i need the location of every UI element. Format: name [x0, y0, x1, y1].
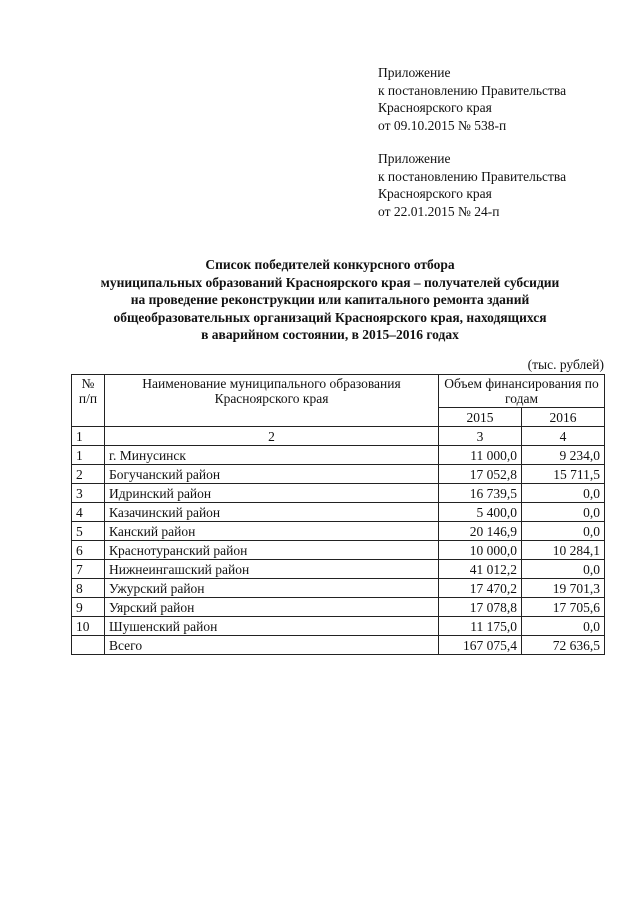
row-name: г. Минусинск [105, 446, 439, 465]
row-name: Канский район [105, 522, 439, 541]
row-2015: 10 000,0 [439, 541, 522, 560]
appendix-date-number: от 22.01.2015 № 24-п [378, 203, 500, 219]
table-row [72, 446, 605, 465]
header-funding: Объем финансирования по годам [439, 375, 605, 408]
table-row [72, 465, 605, 484]
table-index-row [72, 427, 605, 446]
row-num: 5 [72, 522, 105, 541]
appendix-label: Приложение [378, 65, 451, 80]
appendix-block-2 [378, 150, 628, 220]
row-num: 9 [72, 598, 105, 617]
total-num [72, 636, 105, 655]
title-line: Список победителей конкурсного отбора [205, 257, 455, 272]
row-2015: 16 739,5 [439, 484, 522, 503]
title-line: муниципальных образований Красноярского края – получателей субсидии [100, 274, 560, 290]
row-2015: 20 146,9 [439, 522, 522, 541]
row-2016: 9 234,0 [522, 446, 605, 465]
document-title [40, 256, 620, 344]
header-num: № п/п [72, 375, 105, 427]
row-2016: 0,0 [522, 484, 605, 503]
row-name: Краснотуранский район [105, 541, 439, 560]
row-name: Богучанский район [105, 465, 439, 484]
row-2016: 19 701,3 [522, 579, 605, 598]
table-row [72, 503, 605, 522]
appendix-block-1 [378, 64, 628, 134]
total-2016: 72 636,5 [522, 636, 605, 655]
index-cell: 4 [522, 427, 605, 446]
table-header-row [72, 375, 605, 408]
row-num: 8 [72, 579, 105, 598]
row-2015: 11 175,0 [439, 617, 522, 636]
appendix-date-number: от 09.10.2015 № 538-п [378, 117, 507, 133]
row-name: Уярский район [105, 598, 439, 617]
appendix-reference: к постановлению Правительства [378, 168, 567, 184]
header-year-2016: 2016 [522, 408, 605, 427]
row-2015: 41 012,2 [439, 560, 522, 579]
row-2015: 5 400,0 [439, 503, 522, 522]
appendix-label: Приложение [378, 151, 451, 166]
row-name: Нижнеингашский район [105, 560, 439, 579]
table-row [72, 484, 605, 503]
table-row [72, 560, 605, 579]
row-2015: 11 000,0 [439, 446, 522, 465]
appendix-region: Красноярского края [378, 186, 492, 201]
table-row [72, 579, 605, 598]
row-2016: 0,0 [522, 560, 605, 579]
row-num: 3 [72, 484, 105, 503]
row-name: Ужурский район [105, 579, 439, 598]
row-num: 1 [72, 446, 105, 465]
row-2016: 10 284,1 [522, 541, 605, 560]
header-year-2015: 2015 [439, 408, 522, 427]
row-name: Шушенский район [105, 617, 439, 636]
units-note: (тыс. рублей) [527, 357, 604, 372]
appendix-reference: к постановлению Правительства [378, 82, 567, 98]
row-2016: 15 711,5 [522, 465, 605, 484]
title-line: на проведение реконструкции или капитального ремонта зданий [130, 292, 530, 307]
row-num: 7 [72, 560, 105, 579]
row-2016: 0,0 [522, 522, 605, 541]
funding-table [71, 374, 605, 655]
index-cell: 1 [72, 427, 105, 446]
index-cell: 3 [439, 427, 522, 446]
total-2015: 167 075,4 [439, 636, 522, 655]
title-line: общеобразовательных организаций Красноярского края, находящихся [113, 309, 547, 325]
table-row [72, 522, 605, 541]
header-name: Наименование муниципального образования Красноярского края [105, 375, 439, 427]
total-label: Всего [105, 636, 439, 655]
row-2015: 17 052,8 [439, 465, 522, 484]
table-row [72, 598, 605, 617]
row-num: 6 [72, 541, 105, 560]
table-row [72, 541, 605, 560]
row-2015: 17 078,8 [439, 598, 522, 617]
title-line: в аварийном состоянии, в 2015–2016 годах [201, 327, 459, 342]
row-2015: 17 470,2 [439, 579, 522, 598]
index-cell: 2 [105, 427, 439, 446]
row-num: 2 [72, 465, 105, 484]
appendix-region: Красноярского края [378, 100, 492, 115]
row-2016: 17 705,6 [522, 598, 605, 617]
row-name: Идринский район [105, 484, 439, 503]
row-name: Казачинский район [105, 503, 439, 522]
row-num: 10 [72, 617, 105, 636]
table-row [72, 617, 605, 636]
row-num: 4 [72, 503, 105, 522]
table-total-row [72, 636, 605, 655]
row-2016: 0,0 [522, 617, 605, 636]
row-2016: 0,0 [522, 503, 605, 522]
